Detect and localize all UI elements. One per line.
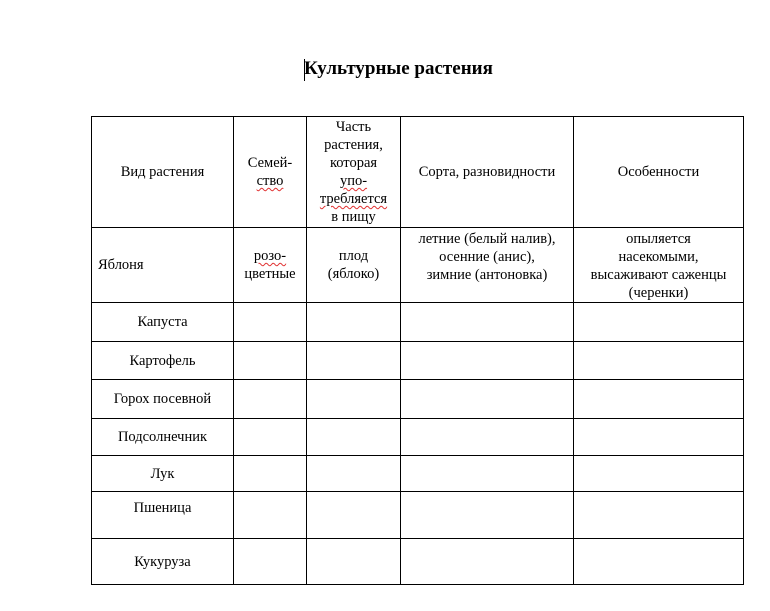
cell-empty — [401, 303, 574, 342]
cell-empty — [401, 539, 574, 585]
cell-species: Кукуруза — [92, 539, 234, 585]
cell-varieties: летние (белый налив), осенние (анис), зимние (антоновка) — [401, 228, 574, 303]
cell-species: Яблоня — [92, 228, 234, 303]
cell-empty — [307, 456, 401, 492]
cell-features: опыляется насекомыми, высаживают саженцы (черенки) — [574, 228, 744, 303]
cell-edible-part: плод (яблоко) — [307, 228, 401, 303]
cell-empty — [574, 419, 744, 456]
table-row — [92, 228, 744, 303]
table-row — [92, 492, 744, 539]
cell-empty — [401, 456, 574, 492]
cell-species: Горох посевной — [92, 380, 234, 419]
cell-empty — [307, 492, 401, 539]
cell-empty — [234, 303, 307, 342]
document-title: Культурные растения — [304, 58, 493, 79]
cell-empty — [234, 342, 307, 380]
cell-family: розо- цветные — [234, 228, 307, 303]
cell-empty — [234, 492, 307, 539]
header-features: Особенности — [574, 117, 744, 228]
cell-empty — [234, 456, 307, 492]
cell-empty — [234, 419, 307, 456]
cell-empty — [401, 342, 574, 380]
cell-empty — [574, 380, 744, 419]
cell-species: Капуста — [92, 303, 234, 342]
cell-empty — [307, 380, 401, 419]
cell-species: Лук — [92, 456, 234, 492]
table-row — [92, 342, 744, 380]
cell-empty — [307, 342, 401, 380]
cell-species: Пшеница — [92, 492, 234, 539]
cell-empty — [574, 539, 744, 585]
header-species: Вид растения — [92, 117, 234, 228]
cell-empty — [307, 419, 401, 456]
cell-empty — [574, 492, 744, 539]
table-row — [92, 380, 744, 419]
table-header-row — [92, 117, 744, 228]
cell-empty — [234, 539, 307, 585]
header-varieties: Сорта, разновидности — [401, 117, 574, 228]
cell-empty — [574, 456, 744, 492]
header-edible-part: Часть растения, которая упо- требляется в пищу — [307, 117, 401, 228]
cell-species: Картофель — [92, 342, 234, 380]
cell-empty — [401, 380, 574, 419]
cell-empty — [401, 419, 574, 456]
table-row — [92, 419, 744, 456]
plants-table — [91, 116, 744, 585]
table-row — [92, 303, 744, 342]
table-row — [92, 456, 744, 492]
cell-species: Подсолнечник — [92, 419, 234, 456]
cell-empty — [307, 539, 401, 585]
cell-empty — [574, 303, 744, 342]
header-family: Семей- ство — [234, 117, 307, 228]
cell-empty — [307, 303, 401, 342]
table-row — [92, 539, 744, 585]
cell-empty — [574, 342, 744, 380]
cell-empty — [401, 492, 574, 539]
cell-empty — [234, 380, 307, 419]
